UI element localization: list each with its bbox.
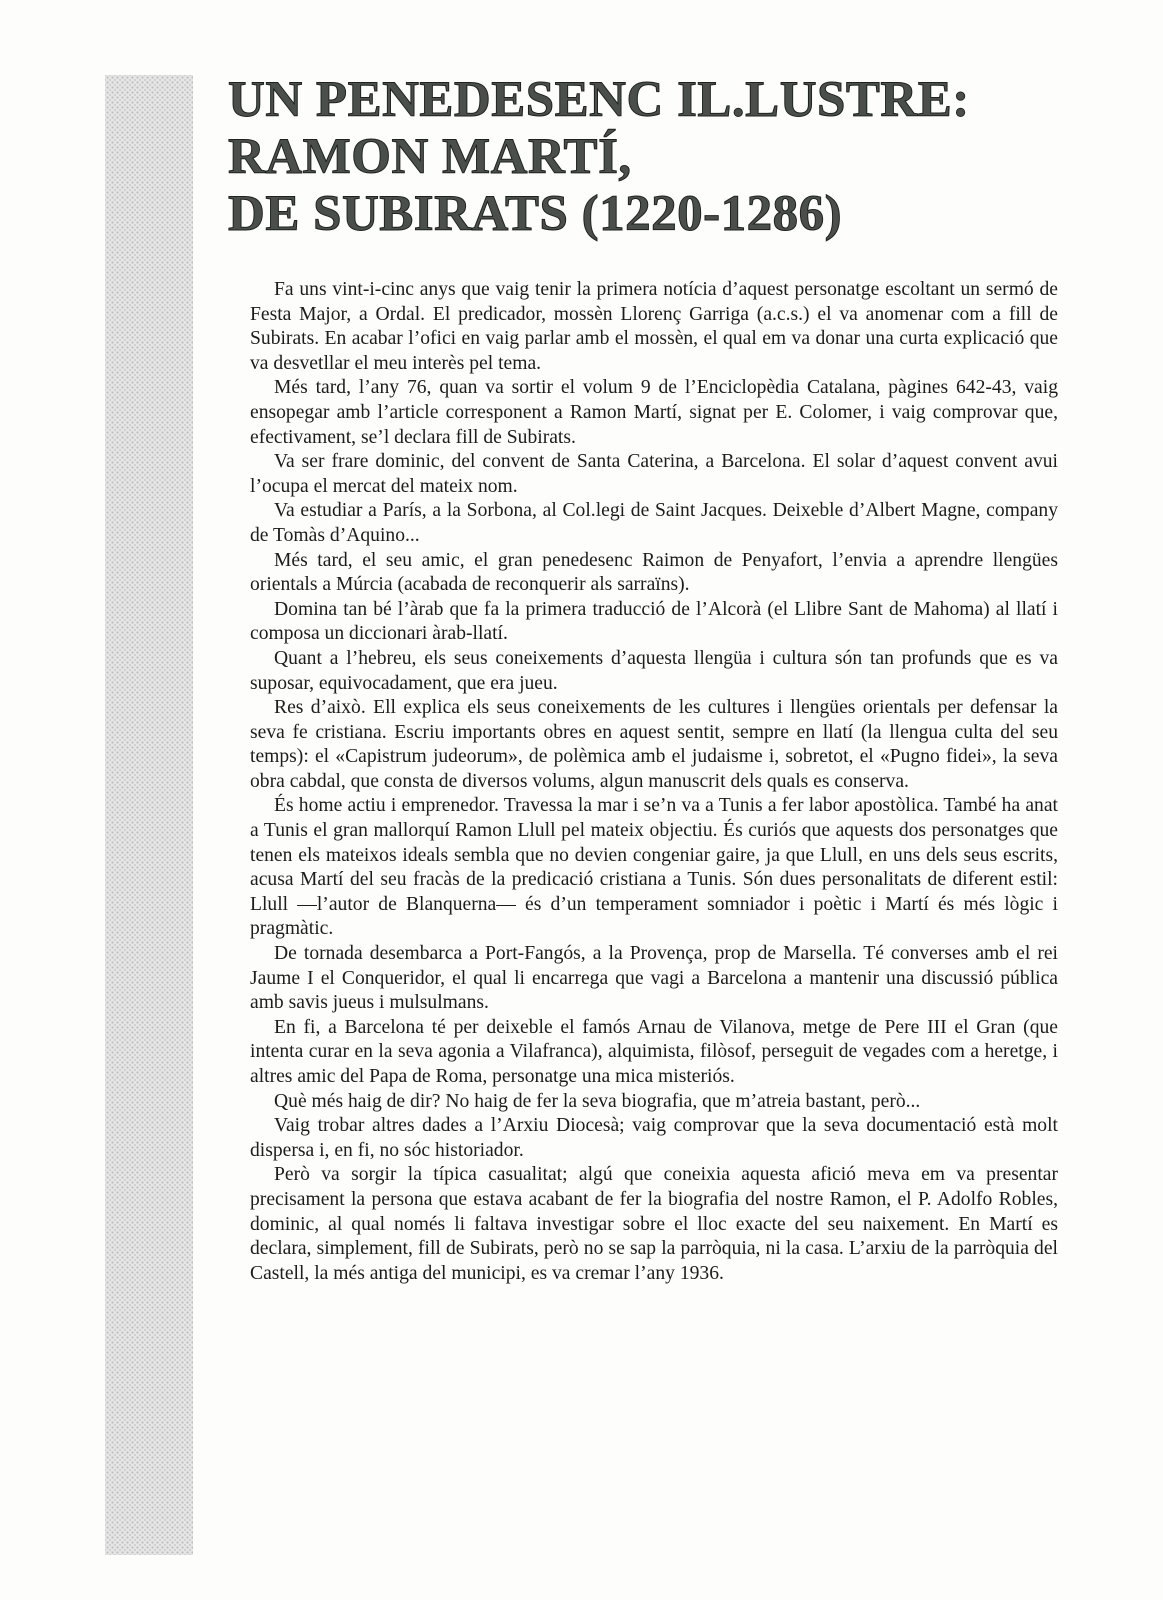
- paragraph: De tornada desembarca a Port-Fangós, a la Provença, prop de Marsella. Té converses amb el rei Jaume I el Conqueridor, el qual li encarrega que vagi a Barcelona a mantenir una discussió pública amb savis jueus i mulsulmans.: [250, 943, 1058, 1014]
- paragraph: Res d’això. Ell explica els seus coneixements de les cultures i llengües orientals per defensar la seva fe cristiana. Escriu importants obres en aquest sentit, sempre en llatí (la llengua culta del seu temps): el «Capistrum judeorum», de polèmica amb el judaisme i, sobretot, el «Pugno fidei», la seva obra cabdal, que consta de diversos volums, algun manuscrit dels quals es conserva.: [250, 697, 1058, 792]
- paragraph: Va estudiar a París, a la Sorbona, al Col.legi de Saint Jacques. Deixeble d’Albert Magne, company de Tomàs d’Aquino...: [250, 500, 1058, 546]
- paragraph: Va ser frare dominic, del convent de Santa Caterina, a Barcelona. El solar d’aquest convent avui l’ocupa el mercat del mateix nom.: [250, 451, 1058, 497]
- title-line: UN PENEDESENC IL.LUSTRE:: [228, 72, 970, 128]
- decorative-side-band: [105, 75, 193, 1555]
- article-title: [228, 72, 1108, 243]
- paragraph: Quant a l’hebreu, els seus coneixements d’aquesta llengüa i cultura són tan profunds que es va suposar, equivocadament, que era jueu.: [250, 647, 1058, 694]
- paragraph: En fi, a Barcelona té per deixeble el famós Arnau de Vilanova, metge de Pere III el Gran (que intenta curar en la seva agonia a Vilafranca), alquimista, filòsof, perseguit de vegades com a heretge, i altres amic del Papa de Roma, personatge una mica misteriós.: [250, 1016, 1058, 1087]
- paragraph: Però va sorgir la típica casualitat; algú que coneixia aquesta afició meva em va presentar precisament la persona que estava acabant de fer la biografia del nostre Ramon, el P. Adolfo Robles, dominic, al qual només li faltava investigar sobre el lloc exacte del seu naixement. En Martí es declara, simplement, fill de Subirats, però no se sap la parròquia, ni la casa. L’arxiu de la parròquia del Castell, la més antiga del municipi, es va cremar l’any 1936.: [250, 1164, 1058, 1284]
- paragraph: Fa uns vint-i-cinc anys que vaig tenir la primera notícia d’aquest personatge escoltant un sermó de Festa Major, a Ordal. El predicador, mossèn Llorenç Garriga (a.c.s.) el va anomenar com a fill de Subirats. En acabar l’ofici en vaig parlar amb el mossèn, el qual em va donar una curta explicació que va desvetllar el meu interès pel tema.: [250, 279, 1058, 374]
- paragraph: Més tard, l’any 76, quan va sortir el volum 9 de l’Enciclopèdia Catalana, pàgines 642-43, vaig ensopegar amb l’article corresponent a Ramon Martí, signat per E. Colomer, i vaig comprovar que, efectivament, se’l declara fill de Subirats.: [250, 377, 1058, 448]
- title-line: DE SUBIRATS (1220-1286): [228, 186, 843, 242]
- paragraph: És home actiu i emprenedor. Travessa la mar i se’n va a Tunis a fer labor apostòlica. També ha anat a Tunis el gran mallorquí Ramon Llull pel mateix objectiu. És curiós que aquests dos personatges que tenen els mateixos ideals sembla que no devien congeniar gaire, ja que Llull, en uns dels seus escrits, acusa Martí del seu fracàs de la predicació cristiana a Tunis. Són dues personalitats de diferent estil: Llull —l’autor de Blanquerna— és d’un temperament somniador i poètic i Martí és més lògic i pragmàtic.: [250, 795, 1058, 940]
- paragraph: Vaig trobar altres dades a l’Arxiu Diocesà; vaig comprovar que la seva documentació està molt dispersa i, en fi, no sóc historiador.: [250, 1115, 1058, 1161]
- paragraph: Domina tan bé l’àrab que fa la primera traducció de l’Alcorà (el Llibre Sant de Mahoma) al llatí i composa un diccionari àrab-llatí.: [250, 598, 1058, 645]
- paragraph: Què més haig de dir? No haig de fer la seva biografia, que m’atreia bastant, però...: [274, 1090, 921, 1112]
- title-line: RAMON MARTÍ,: [228, 129, 632, 185]
- article-body: [250, 278, 1058, 1286]
- paragraph: Més tard, el seu amic, el gran penedesenc Raimon de Penyafort, l’envia a aprendre llengües orientals a Múrcia (acabada de reconquerir als sarraïns).: [250, 549, 1058, 596]
